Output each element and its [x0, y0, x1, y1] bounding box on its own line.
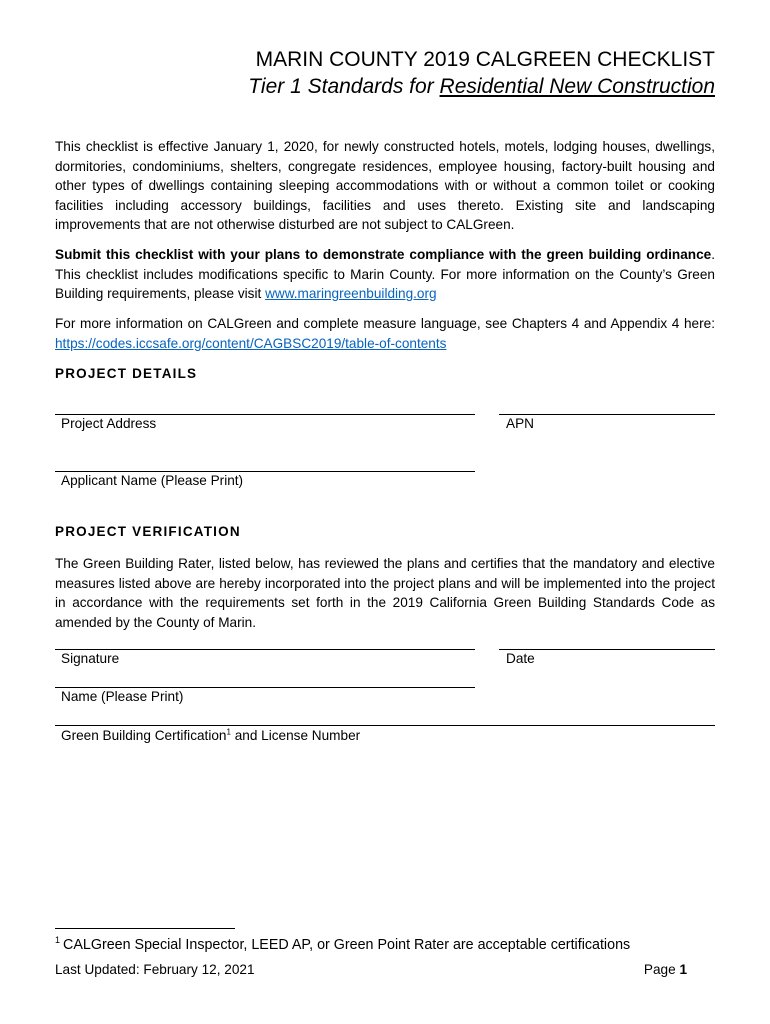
apn-label: APN: [506, 416, 534, 431]
county-website-link[interactable]: www.maringreenbuilding.org: [265, 286, 437, 301]
applicant-name-label: Applicant Name (Please Print): [61, 473, 244, 488]
footnote-reference: 1: [226, 727, 231, 737]
rater-name-label: Name (Please Print): [61, 689, 184, 704]
signature-field[interactable]: [55, 649, 475, 650]
page-number: [644, 962, 687, 977]
project-address-label: Project Address: [61, 416, 157, 431]
rater-name-field[interactable]: [55, 687, 475, 688]
more-info-paragraph: [55, 314, 715, 353]
page-label: Page: [643, 962, 680, 977]
submit-bold-text: Submit this checklist with your plans to demonstrate compliance with the green building ordinance: [55, 247, 712, 262]
last-updated: Last Updated: February 12, 2021: [55, 962, 255, 977]
footnote: [55, 937, 630, 953]
certification-label: [61, 728, 360, 743]
submit-paragraph: [55, 245, 715, 304]
license-label-text: and License Number: [230, 728, 361, 743]
project-address-field[interactable]: [55, 414, 475, 415]
document-subtitle: [248, 75, 715, 99]
submit-period: .: [711, 247, 715, 262]
apn-field[interactable]: [499, 414, 715, 415]
footnote-marker: 1: [55, 935, 61, 946]
certification-label-text: Green Building Certification: [61, 728, 227, 743]
codes-link[interactable]: https://codes.iccsafe.org/content/CAGBSC2019/table-of-contents: [55, 335, 447, 351]
footnote-text: CALGreen Special Inspector, LEED AP, or Green Point Rater are acceptable certifications: [63, 937, 631, 953]
page-number-value: 1: [679, 962, 687, 977]
document-title: MARIN COUNTY 2019 CALGREEN CHECKLIST: [255, 48, 715, 71]
verification-paragraph: The Green Building Rater, listed below, has reviewed the plans and certifies that the mandatory and elective measures listed above are hereby incorporated into the project plans and will be implemented into the project in accordance with the requirements set forth in the 2019 California Green Building Standards Code as amended by the County of Marin.: [55, 556, 715, 630]
signature-label: Signature: [61, 651, 120, 666]
project-details-heading: PROJECT DETAILS: [55, 366, 198, 381]
more-info-text: For more information on CALGreen and complete measure language, see Chapters 4 and Appendix 4 here:: [55, 316, 715, 331]
footnote-divider: [55, 928, 235, 929]
date-field[interactable]: [499, 649, 715, 650]
project-verification-heading: PROJECT VERIFICATION: [55, 524, 241, 539]
submit-rest-text: This checklist includes modifications specific to Marin County. For more information on the County’s Green Building requirements, please visit: [55, 266, 715, 301]
subtitle-underlined: Residential New Construction: [439, 75, 715, 98]
applicant-name-field[interactable]: [55, 471, 475, 472]
certification-field[interactable]: [55, 725, 715, 726]
date-label: Date: [506, 651, 535, 666]
subtitle-prefix: Tier 1 Standards for: [248, 75, 440, 98]
intro-paragraph: This checklist is effective January 1, 2020, for newly constructed hotels, motels, lodging houses, dwellings, dormitories, condominiums, shelters, congregate residences, employee housing, factory-built housing and other types of dwellings containing sleeping accommodations with or without a common toilet or cooking facilities including accessory buildings, facilities and uses thereto. Existing site and landscaping improvements that are not otherwise disturbed are not subject to CALGreen.: [55, 139, 715, 232]
